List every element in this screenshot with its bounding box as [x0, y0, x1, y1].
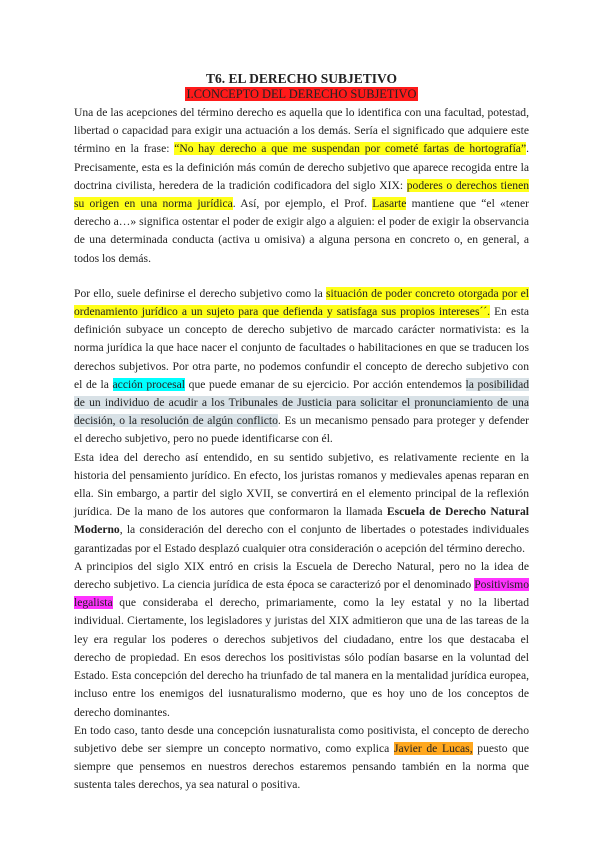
text-run: mantiene que “el «tener derecho a…» significa ostentar el poder de exigir algo a alguien: el poder de exigir la observancia de una determinada conducta (activa u omisiva) a alguna persona en concreto o, en general, a todos los demás. — [74, 197, 529, 265]
paragraph-gap — [74, 268, 529, 285]
paragraph-1 — [74, 104, 529, 268]
text-run: Una de las acepciones del término derecho es aquella que lo identifica con una facultad, potestad, libertad o capacidad para exigir una actuación a los demás. Sería el significado que adquiere este término en la frase: — [74, 106, 529, 156]
text-run: que consideraba el derecho, primariamente, como la ley estatal y no la libertad individual. Ciertamente, los legisladores y juristas del XIX admitieron que una de las tareas de la ley era regular los poderes o derechos subjetivos del ciudadano, entre los que destacaba el derecho de propiedad. En esos derechos los positivistas sólo podían basarse en la voluntad del Estado. Esta concepción del derecho ha triunfado de tal manera en la mentalidad jurídica europea, incluso entre los enemigos del iusnaturalismo moderno, que es hoy uno de los conceptos de derecho dominantes. — [74, 596, 529, 719]
document-page — [74, 70, 529, 795]
bold-term: Escuela de Derecho Natural Moderno — [74, 505, 529, 537]
highlight-magenta: Positivismo legalista — [74, 578, 529, 610]
text-run: puesto que siempre que pensemos en nuestros derechos estaremos pensando también en la norma que sustenta tales derechos, ya sea natural o positiva. — [74, 741, 529, 792]
paragraph-2 — [74, 285, 529, 449]
highlight-yellow: poderes o derechos tienen su origen en una norma jurídica — [74, 178, 530, 211]
section-heading-text: I.CONCEPTO DEL DERECHO SUBJETIVO — [186, 87, 417, 101]
text-run: En esta definición subyace un concepto de derecho subjetivo de marcado carácter normativista: es la norma jurídica la que hace nacer el conjunto de facultades o habilitaciones en que se traducen los derechos subjetivos. Por otra parte, no podemos confundir el concepto de derecho subjetivo con el de la — [74, 305, 529, 391]
text-run: A principios del siglo XIX entró en crisis la Escuela de Derecho Natural, pero no la idea de derecho subjetivo. La ciencia jurídica de esta época se caracterizó por el denominado — [74, 559, 529, 592]
text-run: Por ello, suele definirse el derecho subjetivo como la — [74, 286, 327, 300]
paragraph-3 — [74, 449, 529, 558]
text-run: . Precisamente, esta es la definición más común de derecho subjetivo que aparece recogida entre la doctrina civilista, heredera de la tradición codificadora del siglo XIX: — [74, 142, 529, 192]
highlight-cyan: acción procesal — [112, 377, 186, 391]
paragraph-5 — [74, 722, 529, 795]
text-run: . Es un mecanismo pensado para proteger y defender el derecho subjetivo, pero no puede identificarse con él. — [74, 414, 529, 446]
highlight-yellow: situación de poder concreto otorgada por el ordenamiento jurídico a un sujeto para que defienda y satisfaga sus propios intereses´´. — [74, 286, 529, 319]
highlight-orange: Javier de Lucas, — [394, 741, 473, 755]
document-title: T6. EL DERECHO SUBJETIVO — [205, 71, 398, 86]
highlight-yellow: “No hay derecho a que me suspendan por cometé fartas de hortografía” — [174, 142, 527, 156]
text-run: que puede emanar de su ejercicio. Por acción entendemos — [185, 377, 466, 391]
text-run: . Así, por ejemplo, el Prof. — [232, 197, 373, 211]
text-run: , la consideración del derecho con el conjunto de libertades o potestades individuales garantizadas por el Estado desplazó cualquier otra consideración o acepción del término derecho. — [74, 523, 529, 555]
highlight-gray: la posibilidad de un individuo de acudir a los Tribunales de Justicia para solicitar el pronunciamiento de una decisión, o la resolución de algún conflicto — [74, 377, 530, 428]
paragraph-4 — [74, 558, 529, 722]
highlight-yellow: Lasarte — [372, 197, 407, 211]
text-run: En todo caso, tanto desde una concepción iusnaturalista como positivista, el concepto de derecho subjetivo debe ser siempre un concepto normativo, como explica — [74, 723, 529, 755]
text-run: Esta idea del derecho así entendido, en su sentido subjetivo, es relativamente reciente en la historia del pensamiento jurídico. En efecto, los juristas romanos y medievales apenas reparan en ella. Sin embargo, a partir del siglo XVII, se convertirá en el elemento principal de la reflexión jurídica. De la mano de los autores que conformaron la llamada — [74, 450, 529, 519]
section-heading — [74, 87, 529, 102]
